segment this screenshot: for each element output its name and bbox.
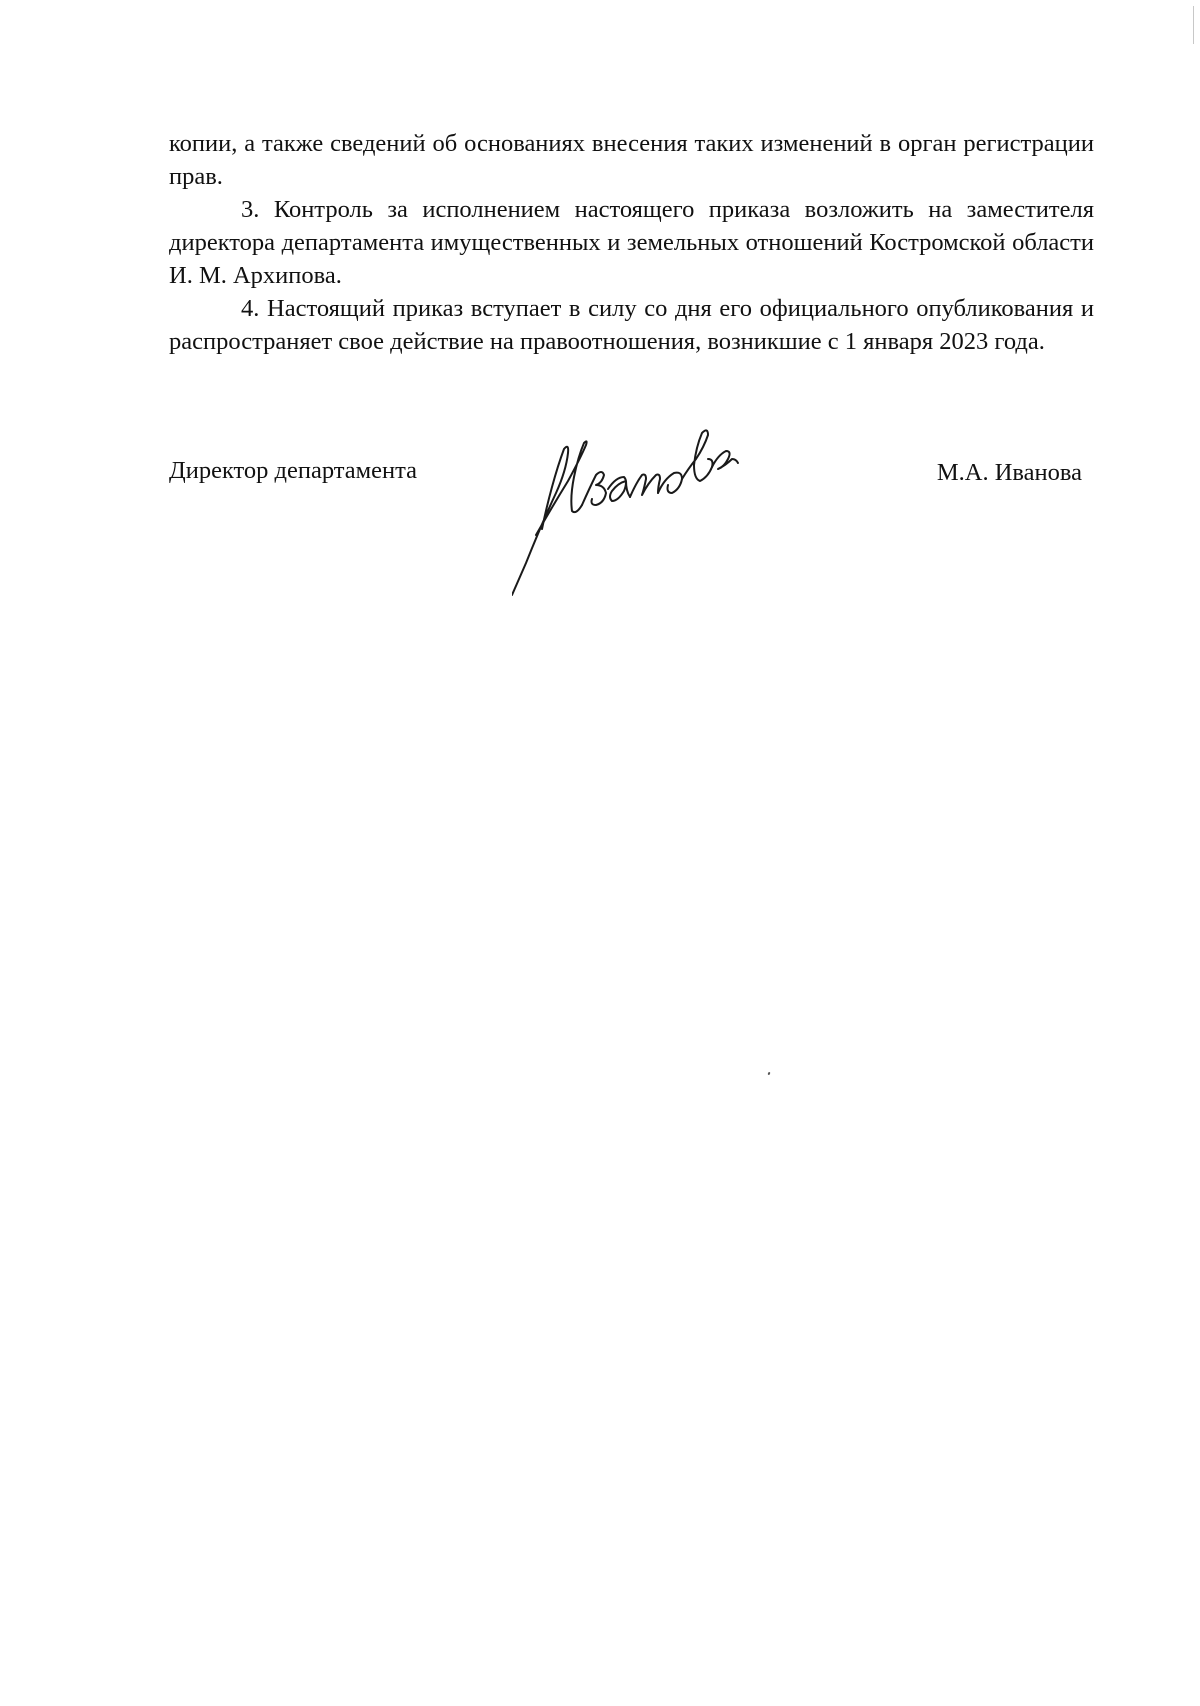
paragraph-item-3: 3. Контроль за исполнением настоящего приказа возложить на заместителя директора департамента имущественных и земельных отношений Костромской области И. М. Архипова.	[169, 196, 1094, 289]
handwritten-signature	[512, 425, 782, 605]
scan-edge-mark	[1193, 6, 1194, 44]
paragraph-item-4: 4. Настоящий приказ вступает в силу со дня его официального опубликования и распространяет свое действие на правоотношения, возникшие с 1 января 2023 года.	[169, 295, 1094, 355]
signatory-name: М.А. Иванова	[936, 459, 1082, 486]
signatory-title: Директор департамента	[169, 457, 418, 484]
scan-speck	[767, 1072, 770, 1076]
document-body	[169, 127, 1094, 358]
paragraph-continuation: копии, а также сведений об основаниях внесения таких изменений в орган регистрации прав.	[169, 130, 1094, 190]
